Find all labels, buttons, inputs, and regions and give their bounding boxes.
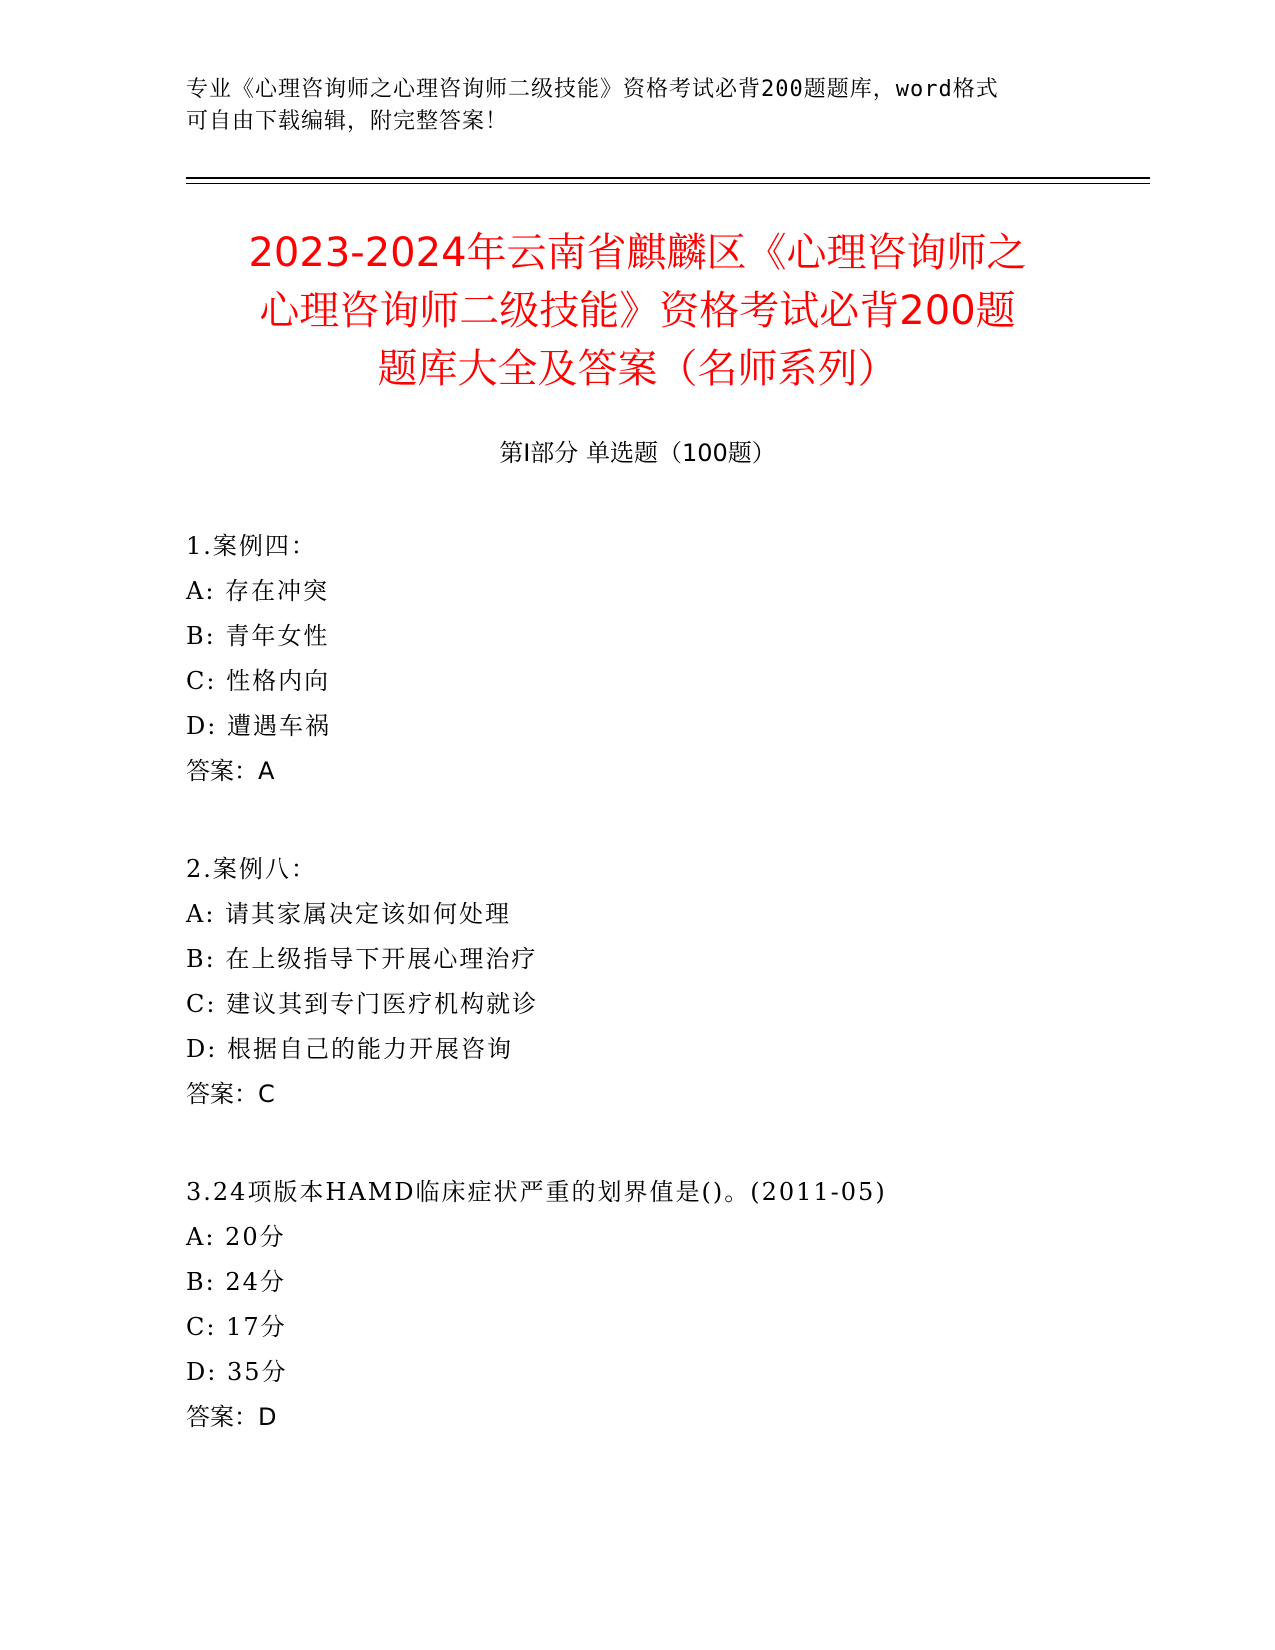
option-b: B: 24分: [186, 1268, 286, 1296]
intro-line-2: 可自由下载编辑，附完整答案！: [186, 109, 509, 134]
answer-label: 答案：C: [186, 1080, 275, 1108]
section-heading: 第Ⅰ部分 单选题（100题）: [499, 439, 776, 467]
option-d: D: 35分: [186, 1358, 288, 1386]
option-b: B: 在上级指导下开展心理治疗: [186, 945, 538, 973]
option-c: C: 建议其到专门医疗机构就诊: [186, 990, 539, 1018]
answer-label: 答案：D: [186, 1403, 277, 1431]
intro-line-1: 专业《心理咨询师之心理咨询师二级技能》资格考试必背200题题库，word格式: [186, 77, 999, 102]
question-2: [186, 847, 1146, 1117]
header-divider-thick: [186, 177, 1150, 179]
question-3: [186, 1170, 1146, 1440]
question-stem: 2.案例八：: [186, 855, 317, 883]
option-a: A: 请其家属决定该如何处理: [186, 900, 512, 928]
question-list: [186, 524, 1146, 1493]
document-title: [150, 224, 1125, 398]
option-d: D: 遭遇车祸: [186, 712, 331, 740]
question-stem: 3.24项版本HAMD临床症状严重的划界值是()。(2011-05): [186, 1178, 887, 1206]
option-d: D: 根据自己的能力开展咨询: [186, 1035, 513, 1063]
option-a: A: 存在冲突: [186, 577, 330, 605]
question-stem: 1.案例四：: [186, 532, 317, 560]
intro-text: [186, 74, 1076, 138]
title-line-1: 2023-2024年云南省麒麟区《心理咨询师之: [248, 230, 1027, 276]
header-divider-thin: [186, 183, 1150, 184]
option-c: C: 性格内向: [186, 667, 331, 695]
option-b: B: 青年女性: [186, 622, 330, 650]
option-a: A: 20分: [186, 1223, 286, 1251]
answer-label: 答案：A: [186, 757, 275, 785]
question-1: [186, 524, 1146, 794]
option-c: C: 17分: [186, 1313, 287, 1341]
title-line-2: 心理咨询师二级技能》资格考试必背200题: [259, 288, 1016, 334]
title-line-3: 题库大全及答案（名师系列）: [377, 346, 898, 392]
